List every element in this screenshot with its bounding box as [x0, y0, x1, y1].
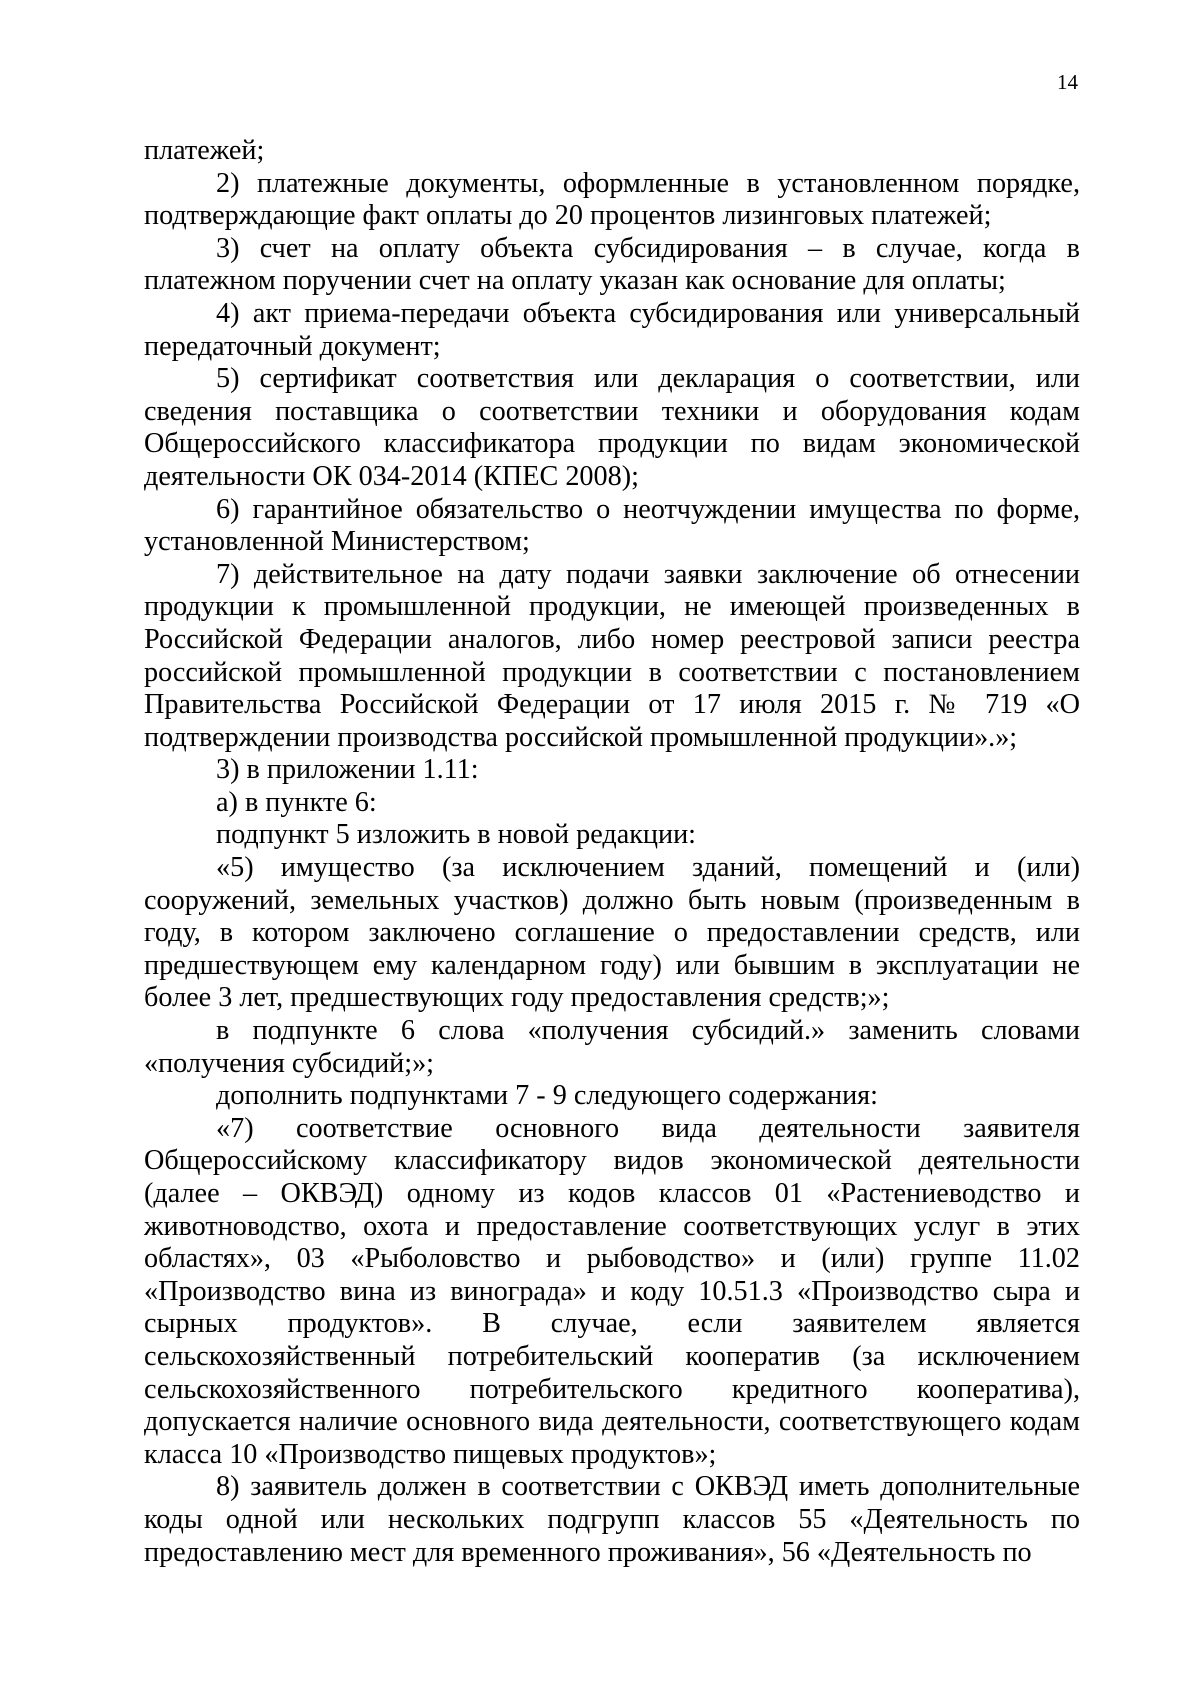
paragraph-item-7-conclusion: 7) действительное на дату подачи заявки заключение об отнесении продукции к промышленной продукции, не имеющей произведенных в Российской Федерации аналогов, либо номер реестровой записи реестра российской промышленной продукции в соответствии с постановлением Правительства Российской Федерации от 17 июля 2015 г. № 719 «О подтверждении производства российской промышленной продукции».»; [144, 558, 1080, 753]
paragraph-subpoint-8-additional-codes: 8) заявитель должен в соответствии с ОКВЭД иметь дополнительные коды одной или нескольких подгрупп классов 55 «Деятельность по предоставлению мест для временного проживания», 56 «Деятельность по [144, 1471, 1080, 1568]
paragraph-item-2-payment-documents: 2) платежные документы, оформленные в установленном порядке, подтверждающие факт оплаты до 20 процентов лизинговых платежей; [144, 167, 1080, 232]
paragraph-item-3-invoice: 3) счет на оплату объекта субсидирования – в случае, когда в платежном поручении счет на оплату указан как основание для оплаты; [144, 232, 1080, 297]
paragraph-item-6-guarantee: 6) гарантийное обязательство о неотчуждении имущества по форме, установленной Министерством; [144, 493, 1080, 558]
paragraph-continuation: платежей; [144, 135, 265, 166]
paragraph-item-4-transfer-act: 4) акт приема-передачи объекта субсидирования или универсальный передаточный документ; [144, 297, 1080, 362]
paragraph-point-6: а) в пункте 6: [216, 786, 377, 818]
paragraph-appendix-1-11: 3) в приложении 1.11: [216, 754, 479, 786]
paragraph-subpoint-6-replace: в подпункте 6 слова «получения субсидий.» заменить словами «получения субсидий;»; [144, 1015, 1080, 1079]
paragraph-subpoint-5-text: «5) имущество (за исключением зданий, помещений и (или) сооружений, земельных участков) должно быть новым (произведенным в году, в котором заключено соглашение о предоставлении средств, или предшествующем ему календарном году) или бывшим в эксплуатации не более 3 лет, предшествующих году предоставления средств;»; [144, 852, 1080, 1014]
paragraph-add-subpoints: дополнить подпунктами 7 - 9 следующего содержания: [216, 1080, 878, 1112]
document-body [144, 135, 1080, 1569]
paragraph-subpoint-7-okved: «7) соответствие основного вида деятельности заявителя Общероссийскому классификатору видов экономической деятельности (далее – ОКВЭД) одному из кодов классов 01 «Растениеводство и животноводство, охота и предоставление соответствующих услуг в этих областях», 03 «Рыболовство и рыбоводство» и (или) группе 11.02 «Производство вина из винограда» и коду 10.51.3 «Производство сыра и сырных продуктов». В случае, если заявителем является сельскохозяйственный потребительский кооператив (за исключением сельскохозяйственного потребительского кредитного кооператива), допускается наличие основного вида деятельности, соответствующего кодам класса 10 «Производство пищевых продуктов»; [144, 1112, 1080, 1470]
paragraph-subpoint-5-instruction: подпункт 5 изложить в новой редакции: [216, 819, 696, 851]
paragraph-item-5-certificate: 5) сертификат соответствия или декларация о соответствии, или сведения поставщика о соответствии техники и оборудования кодам Общероссийского классификатора продукции по видам экономической деятельности ОК 034-2014 (КПЕС 2008); [144, 363, 1080, 492]
page-number: 14 [1057, 70, 1078, 94]
